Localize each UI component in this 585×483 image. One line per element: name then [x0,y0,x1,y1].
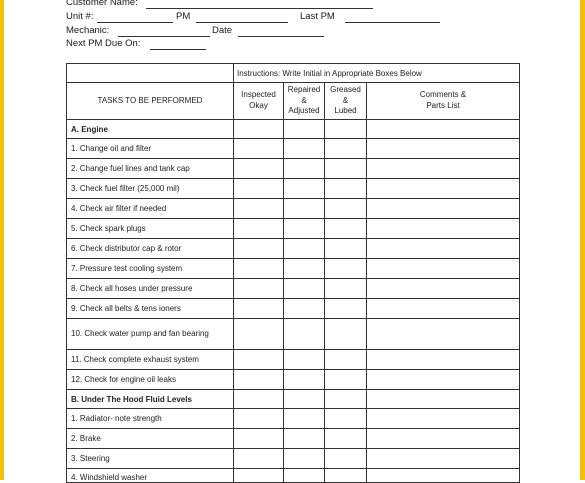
greased-cell[interactable] [325,469,367,483]
greased-cell[interactable] [325,429,367,449]
greased-cell[interactable] [325,299,367,319]
repaired-cell[interactable] [284,219,325,239]
inspected-cell[interactable] [234,239,284,259]
table-row [67,159,520,179]
blank-cell [67,64,234,83]
repaired-cell[interactable] [284,199,325,219]
table-row [67,449,520,469]
greased-cell[interactable] [325,219,367,239]
table-row [67,409,520,429]
left-border-strip [0,0,4,480]
maintenance-checklist-table [66,63,520,483]
last-pm-field[interactable] [345,22,440,23]
repaired-cell[interactable] [284,299,325,319]
task-label: 3. Check fuel filter (25,000 mil) [67,179,234,199]
greased-cell[interactable] [325,449,367,469]
task-label: 4. Windshield washer [67,469,234,483]
task-label: 4. Check air filter if needed [67,199,234,219]
repaired-cell[interactable] [284,409,325,429]
section-row [67,120,520,139]
greased-cell[interactable] [325,159,367,179]
greased-cell[interactable] [325,370,367,390]
mechanic-label: Mechanic: [66,25,110,36]
table-row [67,259,520,279]
comments-cell[interactable] [367,199,520,219]
next-pm-field[interactable] [150,49,206,50]
section-row [67,390,520,409]
repaired-cell[interactable] [284,159,325,179]
repaired-cell[interactable] [284,279,325,299]
table-row [67,219,520,239]
inspected-cell[interactable] [234,469,284,483]
task-label: 1. Change oil and filter [67,139,234,159]
task-label: 6. Check distributor cap & rotor [67,239,234,259]
task-label: 3. Steering [67,449,234,469]
repaired-cell[interactable] [284,139,325,159]
inspected-cell[interactable] [234,219,284,239]
table-row [67,299,520,319]
comments-cell[interactable] [367,449,520,469]
comments-cell[interactable] [367,469,520,483]
section-fluid-levels-title: B. Under The Hood Fluid Levels [67,390,234,409]
next-pm-label: Next PM Due On: [66,38,141,49]
repaired-cell[interactable] [284,469,325,483]
repaired-cell[interactable] [284,429,325,449]
customer-name-label: Customer Name: [66,0,138,8]
inspected-cell[interactable] [234,259,284,279]
task-label: 8. Check all hoses under pressure [67,279,234,299]
greased-cell[interactable] [325,139,367,159]
unit-label: Unit #: [66,11,94,22]
inspected-cell[interactable] [234,449,284,469]
table-row [67,319,520,350]
task-label: 9. Check all belts & tens ioners [67,299,234,319]
task-label: 10. Check water pump and fan bearing [67,319,234,350]
greased-cell[interactable] [325,259,367,279]
unit-field[interactable] [97,22,173,23]
repaired-cell[interactable] [284,319,325,350]
section-engine-title: A. Engine [67,120,234,139]
greased-cell[interactable] [325,409,367,429]
comments-cell[interactable] [367,179,520,199]
pm-label: PM [176,11,191,22]
task-label: 12. Check for engine oil leaks [67,370,234,390]
task-label: 11. Check complete exhaust system [67,350,234,370]
inspected-cell[interactable] [234,299,284,319]
inspected-cell[interactable] [234,350,284,370]
task-label: 7. Pressure test cooling system [67,259,234,279]
right-border-strip [580,0,585,480]
mechanic-field[interactable] [118,36,210,37]
comments-cell[interactable] [367,259,520,279]
repaired-cell[interactable] [284,239,325,259]
last-pm-label: Last PM [300,11,335,22]
comments-cell[interactable] [367,319,520,350]
table-row [67,350,520,370]
date-label: Date [212,25,233,36]
comments-cell[interactable] [367,219,520,239]
inspected-cell[interactable] [234,159,284,179]
greased-cell[interactable] [325,350,367,370]
instructions-text: Instructions: Write Initial in Appropriate Boxes Below [234,64,520,83]
repaired-header: Repaired & Adjusted [284,83,325,120]
greased-cell[interactable] [325,179,367,199]
task-label: 2. Change fuel lines and tank cap [67,159,234,179]
table-row [67,139,520,159]
comments-cell[interactable] [367,299,520,319]
repaired-cell[interactable] [284,350,325,370]
inspected-cell[interactable] [234,279,284,299]
inspected-cell[interactable] [234,199,284,219]
inspected-cell[interactable] [234,409,284,429]
comments-cell[interactable] [367,139,520,159]
repaired-cell[interactable] [284,449,325,469]
inspected-cell[interactable] [234,429,284,449]
comments-header: Comments & Parts List [367,83,520,120]
table-row [67,179,520,199]
pm-field[interactable] [196,22,288,23]
task-label: 5. Check spark plugs [67,219,234,239]
greased-cell[interactable] [325,199,367,219]
inspected-cell[interactable] [234,319,284,350]
greased-cell[interactable] [325,279,367,299]
task-label: 2. Brake [67,429,234,449]
greased-cell[interactable] [325,239,367,259]
comments-cell[interactable] [367,409,520,429]
customer-name-field[interactable] [146,8,373,9]
table-row [67,279,520,299]
table-row [67,370,520,390]
instructions-row [67,64,520,83]
comments-cell[interactable] [367,279,520,299]
comments-cell[interactable] [367,159,520,179]
table-row [67,239,520,259]
comments-cell[interactable] [367,370,520,390]
repaired-cell[interactable] [284,370,325,390]
comments-cell[interactable] [367,239,520,259]
greased-header: Greased & Lubed [325,83,367,120]
inspected-cell[interactable] [234,139,284,159]
repaired-cell[interactable] [284,179,325,199]
inspected-header: Inspected Okay [234,83,284,120]
greased-cell[interactable] [325,319,367,350]
column-header-row [67,83,520,120]
task-label: 1. Radiator- note strength [67,409,234,429]
tasks-header: TASKS TO BE PERFORMED [67,83,234,120]
inspected-cell[interactable] [234,179,284,199]
comments-cell[interactable] [367,429,520,449]
table-row [67,429,520,449]
repaired-cell[interactable] [284,259,325,279]
inspected-cell[interactable] [234,370,284,390]
comments-cell[interactable] [367,350,520,370]
date-field[interactable] [238,36,324,37]
table-row [67,199,520,219]
table-row [67,469,520,483]
